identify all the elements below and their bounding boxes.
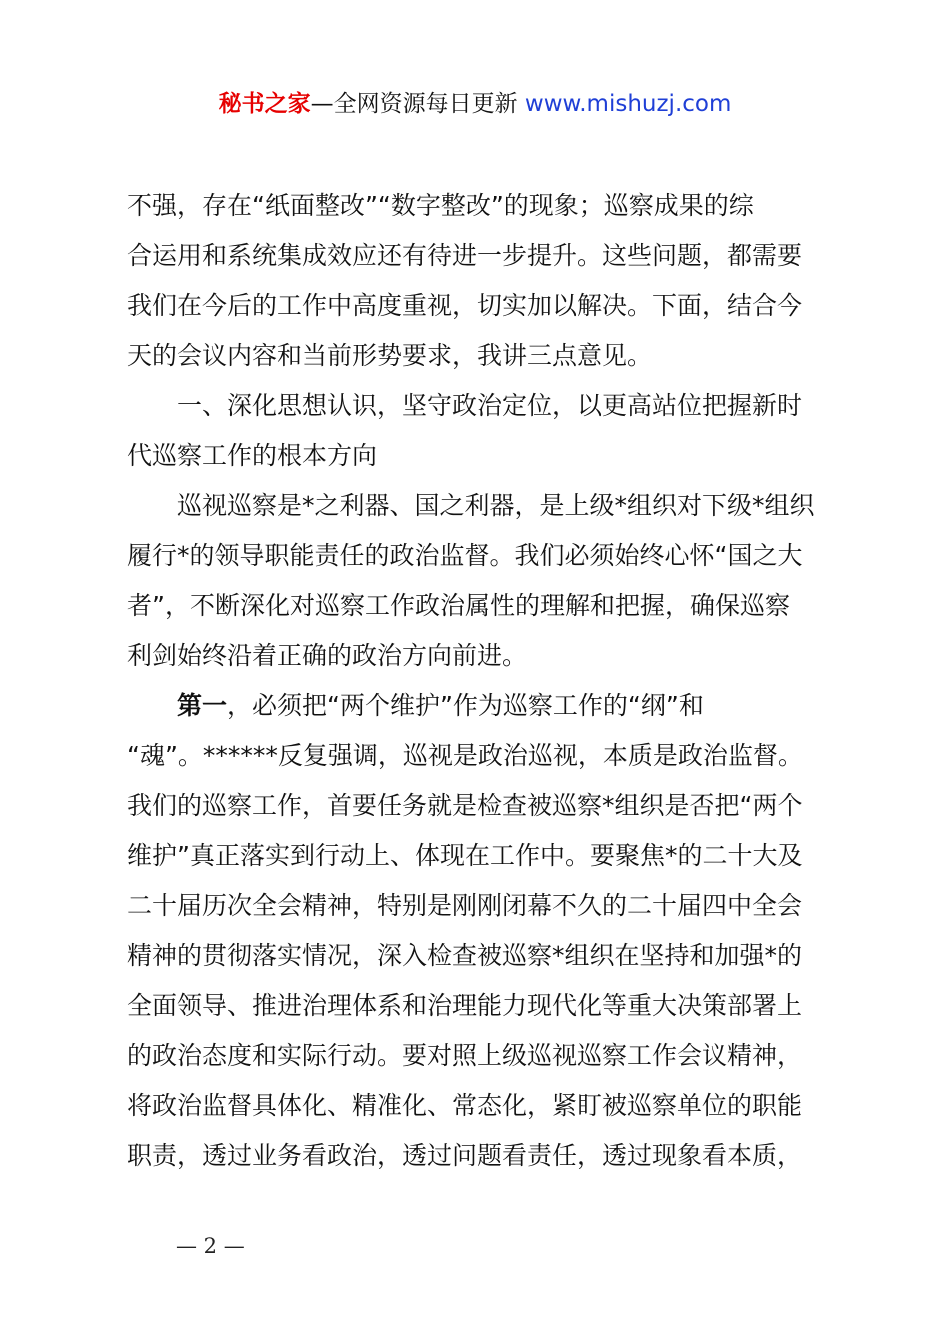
paragraph-line: 者”，不断深化对巡察工作政治属性的理解和把握，确保巡察 bbox=[127, 591, 790, 620]
paragraph-line: 合运用和系统集成效应还有待进一步提升。这些问题，都需要 bbox=[127, 241, 803, 270]
paragraph-line: 职责，透过业务看政治，透过问题看责任，透过现象看本质， bbox=[127, 1141, 803, 1170]
paragraph-line: 天的会议内容和当前形势要求，我讲三点意见。 bbox=[127, 341, 653, 370]
site-url: www.mishuzj.com bbox=[524, 91, 732, 117]
paragraph-line: 利剑始终沿着正确的政治方向前进。 bbox=[127, 641, 528, 670]
section-heading-line: 代巡察工作的根本方向 bbox=[127, 441, 378, 470]
paragraph-line: 将政治监督具体化、精准化、常态化，紧盯被巡察单位的职能 bbox=[127, 1091, 803, 1120]
paragraph-line: 二十届历次全会精神，特别是刚刚闭幕不久的二十届四中全会 bbox=[127, 891, 803, 920]
page-number: — 2 — bbox=[176, 1234, 245, 1258]
paragraph-line: 全面领导、推进治理体系和治理能力现代化等重大决策部署上 bbox=[127, 991, 803, 1020]
paragraph-line: “魂”。******反复强调，巡视是政治巡视，本质是政治监督。 bbox=[127, 741, 803, 770]
paragraph-line-first-point bbox=[127, 681, 833, 731]
paragraph-line: 不强，存在“纸面整改”“数字整改”的现象；巡察成果的综 bbox=[127, 191, 754, 220]
paragraph-line: 维护”真正落实到行动上、体现在工作中。要聚焦*的二十大及 bbox=[127, 841, 803, 870]
paragraph-line: 我们在今后的工作中高度重视，切实加以解决。下面，结合今 bbox=[127, 291, 803, 320]
watermark-header bbox=[0, 86, 950, 122]
paragraph-line: 我们的巡察工作，首要任务就是检查被巡察*组织是否把“两个 bbox=[127, 791, 803, 820]
section-heading-line: 一、深化思想认识，坚守政治定位，以更高站位把握新时 bbox=[177, 391, 803, 420]
paragraph-line: 巡视巡察是*之利器、国之利器，是上级*组织对下级*组织 bbox=[177, 491, 815, 520]
first-point-label: 第一 bbox=[177, 691, 228, 720]
first-point-text: ，必须把“两个维护”作为巡察工作的“纲”和 bbox=[227, 691, 704, 720]
document-body bbox=[127, 181, 833, 1181]
paragraph-line: 精神的贯彻落实情况，深入检查被巡察*组织在坚持和加强*的 bbox=[127, 941, 803, 970]
slogan-text: —全网资源每日更新 bbox=[310, 91, 525, 117]
brand-name: 秘书之家 bbox=[218, 91, 311, 117]
paragraph-line: 的政治态度和实际行动。要对照上级巡视巡察工作会议精神， bbox=[127, 1041, 803, 1070]
paragraph-line: 履行*的领导职能责任的政治监督。我们必须始终心怀“国之大 bbox=[127, 541, 803, 570]
